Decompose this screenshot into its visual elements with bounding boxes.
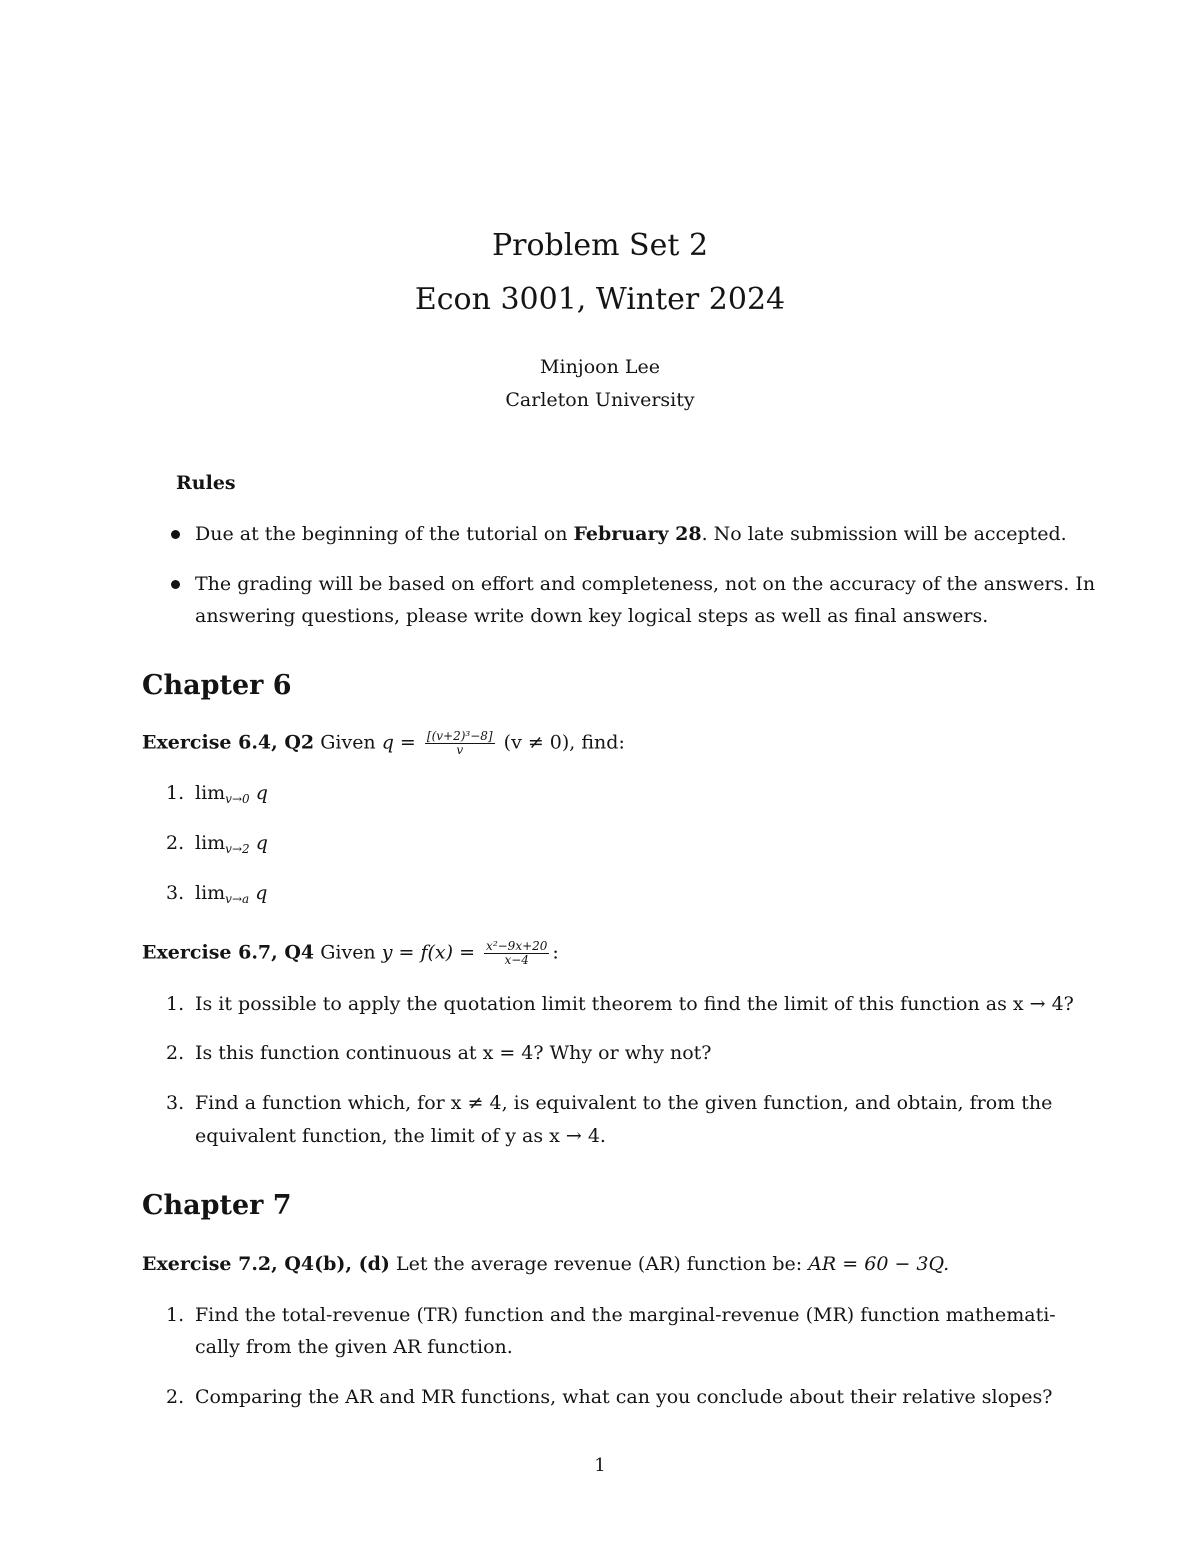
question-item: Is it possible to apply the quotation limit theorem to find the limit of this function as x → 4? bbox=[195, 993, 1074, 1015]
rule-2-line2: answering questions, please write down key logical steps as well as final answers. bbox=[195, 605, 989, 627]
limit-item bbox=[195, 832, 268, 856]
rules-heading: Rules bbox=[176, 472, 236, 494]
page-number: 1 bbox=[594, 1455, 606, 1476]
chapter-7-heading: Chapter 7 bbox=[142, 1190, 292, 1221]
limit-item bbox=[195, 782, 268, 806]
doc-title: Problem Set 2 bbox=[491, 228, 709, 263]
rule-2-line1: The grading will be based on effort and completeness, not on the accuracy of the answers. In bbox=[195, 573, 1096, 595]
lim-variable: q bbox=[255, 782, 268, 804]
lim-subscript: v→2 bbox=[225, 842, 250, 856]
exercise-6-7-colon: : bbox=[552, 941, 559, 964]
item-number: 2. bbox=[166, 832, 185, 854]
rule-1-post: . No late submission will be accepted. bbox=[701, 523, 1067, 545]
item-number: 1. bbox=[166, 782, 185, 804]
fraction-denominator: v bbox=[456, 743, 464, 757]
rule-1-pre: Due at the beginning of the tutorial on bbox=[195, 523, 574, 545]
exercise-6-4 bbox=[142, 730, 625, 757]
exercise-6-4-fraction bbox=[425, 730, 495, 757]
exercise-6-7-label: Exercise 6.7, Q4 bbox=[142, 941, 315, 964]
item-number: 1. bbox=[166, 993, 185, 1015]
exercise-7-2-equation: AR = 60 − 3Q. bbox=[808, 1253, 950, 1275]
rule-1-date: February 28 bbox=[573, 523, 702, 545]
author-name: Minjoon Lee bbox=[540, 356, 660, 378]
chapter-6-heading: Chapter 6 bbox=[142, 670, 292, 701]
question-item: Comparing the AR and MR functions, what can you conclude about their relative slopes? bbox=[195, 1386, 1053, 1408]
question-item-line1: Find the total-revenue (TR) function and the marginal-revenue (MR) function mathemati- bbox=[195, 1304, 1056, 1326]
exercise-6-4-given: Given bbox=[320, 731, 376, 754]
lim-variable: q bbox=[255, 882, 268, 904]
exercise-6-7 bbox=[142, 940, 559, 967]
exercise-7-2-label: Exercise 7.2, Q4 bbox=[142, 1253, 315, 1275]
question-item-line2: cally from the given AR function. bbox=[195, 1336, 513, 1358]
exercise-6-7-lhs: y = f(x) = bbox=[381, 941, 475, 964]
question-item-line2: equivalent function, the limit of y as x → 4. bbox=[195, 1125, 606, 1147]
exercise-6-4-label: Exercise 6.4, Q2 bbox=[142, 731, 315, 754]
lim-variable: q bbox=[255, 832, 268, 854]
item-number: 2. bbox=[166, 1042, 185, 1064]
bullet-icon bbox=[171, 580, 180, 589]
item-number: 1. bbox=[166, 1304, 185, 1326]
fraction-numerator: [(v+2)³−8] bbox=[426, 729, 493, 743]
item-number: 3. bbox=[166, 882, 185, 904]
limit-item bbox=[195, 882, 267, 906]
institution: Carleton University bbox=[505, 389, 695, 411]
fraction-denominator: x−4 bbox=[504, 953, 529, 967]
bullet-icon bbox=[171, 530, 180, 539]
question-item-line1: Find a function which, for x ≠ 4, is equivalent to the given function, and obtain, from the bbox=[195, 1092, 1053, 1114]
exercise-7-2 bbox=[142, 1253, 949, 1275]
question-item: Is this function continuous at x = 4? Why or why not? bbox=[195, 1042, 712, 1064]
course-title: Econ 3001, Winter 2024 bbox=[414, 282, 786, 317]
exercise-6-7-given: Given bbox=[320, 941, 376, 964]
exercise-6-7-fraction bbox=[484, 940, 549, 967]
item-number: 3. bbox=[166, 1092, 185, 1114]
exercise-7-2-label-tail: (b), (d) bbox=[314, 1253, 390, 1275]
lim-operator: lim bbox=[195, 782, 226, 804]
exercise-6-4-condition: (v ≠ 0), find: bbox=[503, 731, 625, 754]
exercise-6-4-lhs: q = bbox=[381, 731, 416, 754]
lim-subscript: v→0 bbox=[225, 792, 250, 806]
lim-operator: lim bbox=[195, 882, 226, 904]
item-number: 2. bbox=[166, 1386, 185, 1408]
fraction-numerator: x²−9x+20 bbox=[486, 939, 548, 953]
rule-1 bbox=[195, 518, 1067, 550]
lim-operator: lim bbox=[195, 832, 226, 854]
lim-subscript: v→a bbox=[225, 892, 250, 906]
exercise-7-2-text: Let the average revenue (AR) function be: bbox=[395, 1253, 809, 1275]
